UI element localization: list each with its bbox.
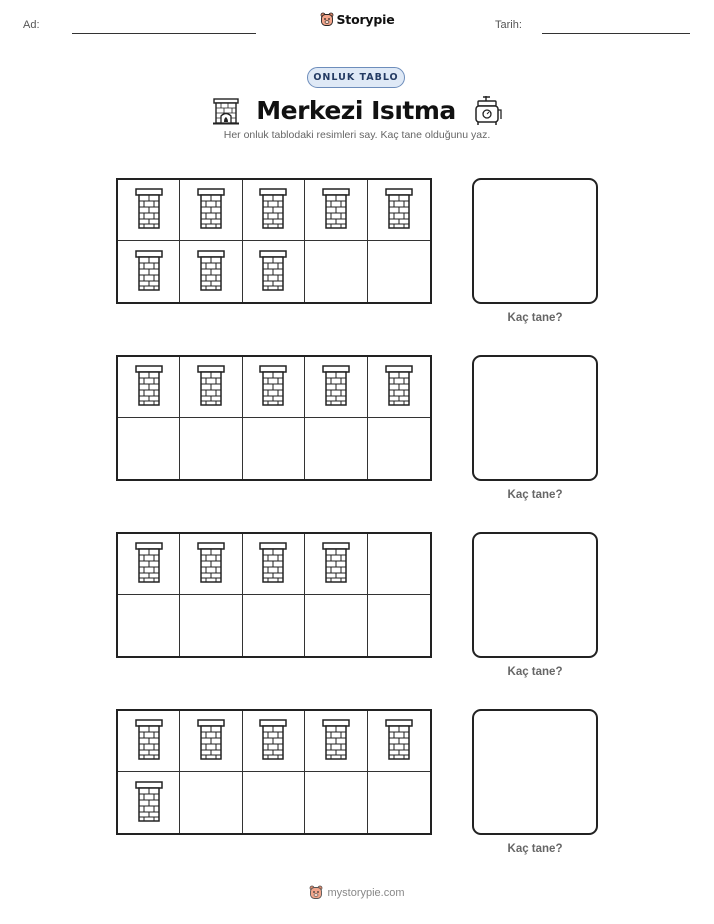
ten-frame-cell [243,772,305,833]
ten-frame-cell [368,241,430,302]
ten-frame-cell [118,418,180,479]
chimney-icon [134,248,164,296]
chimney-icon [196,186,226,234]
ten-frame-cell [180,595,242,656]
count-prompt: Kaç tane? [507,843,563,855]
chimney-icon [134,363,164,411]
ten-frame-cell [118,180,180,241]
chimney-icon [196,540,226,588]
ten-frame-cell [118,711,180,772]
ten-frame-cell [305,357,367,418]
ten-frame-cell [118,534,180,595]
name-line[interactable] [72,33,256,34]
chimney-icon [196,363,226,411]
ten-frame-cell [368,180,430,241]
ten-frame-cell [180,418,242,479]
chimney-icon [196,717,226,765]
page-title: Merkezi Isıtma [256,95,456,125]
ten-frame-cell [305,595,367,656]
instructions: Her onluk tablodaki resimleri say. Kaç tane olduğunu yaz. [223,129,491,141]
chimney-icon [384,186,414,234]
ten-frame-cell [180,772,242,833]
chimney-icon [196,248,226,296]
ten-frame-cell [180,534,242,595]
storypie-mascot-icon [309,885,323,900]
chimney-icon [321,717,351,765]
chimney-icon [384,363,414,411]
chimney-icon [321,540,351,588]
ten-frame-cell [243,711,305,772]
ten-frame-cell [180,357,242,418]
ten-frame-cell [180,711,242,772]
ten-frame-cell [243,418,305,479]
ten-frame-cell [180,180,242,241]
chimney-icon [258,186,288,234]
count-prompt: Kaç tane? [507,312,563,324]
ten-frame-cell [180,241,242,302]
ten-frame-cell [368,534,430,595]
ten-frame-cell [243,241,305,302]
chimney-icon [134,186,164,234]
ten-frame-cell [243,595,305,656]
brand-name: Storypie [336,12,395,27]
chimney-icon [134,779,164,827]
ten-frame-cell [118,241,180,302]
ten-frame-cell [305,241,367,302]
ten-frame-cell [305,180,367,241]
fireplace-icon [212,95,240,125]
ten-frame-cell [305,534,367,595]
chimney-icon [134,717,164,765]
ten-frame-cell [118,772,180,833]
ten-frame-cell [118,357,180,418]
ten-frame-cell [118,595,180,656]
date-line[interactable] [542,33,690,34]
ten-frame-cell [368,711,430,772]
brand-logo [0,12,714,27]
answer-box[interactable] [472,178,598,304]
chimney-icon [258,717,288,765]
ten-frame-cell [305,418,367,479]
name-label: Ad: [23,19,40,31]
ten-frame-cell [243,534,305,595]
footer-url: mystorypie.com [327,886,405,899]
answer-box[interactable] [472,709,598,835]
ten-frame-cell [243,357,305,418]
chimney-icon [321,363,351,411]
worksheet-badge: ONLUK TABLO [307,67,405,88]
ten-frame-cell [368,357,430,418]
ten-frame [116,532,432,658]
chimney-icon [258,248,288,296]
answer-box[interactable] [472,355,598,481]
count-prompt: Kaç tane? [507,489,563,501]
date-label: Tarih: [495,19,522,31]
chimney-icon [258,540,288,588]
answer-box[interactable] [472,532,598,658]
storypie-mascot-icon [320,12,334,27]
footer [0,885,714,900]
count-prompt: Kaç tane? [507,666,563,678]
ten-frame-cell [368,595,430,656]
ten-frame-cell [368,772,430,833]
ten-frame-cell [305,711,367,772]
ten-frame [116,178,432,304]
ten-frame-cell [243,180,305,241]
ten-frame [116,709,432,835]
ten-frame-cell [305,772,367,833]
ten-frame-cell [368,418,430,479]
boiler-icon [472,94,502,126]
chimney-icon [321,186,351,234]
chimney-icon [258,363,288,411]
ten-frame [116,355,432,481]
chimney-icon [134,540,164,588]
chimney-icon [384,717,414,765]
